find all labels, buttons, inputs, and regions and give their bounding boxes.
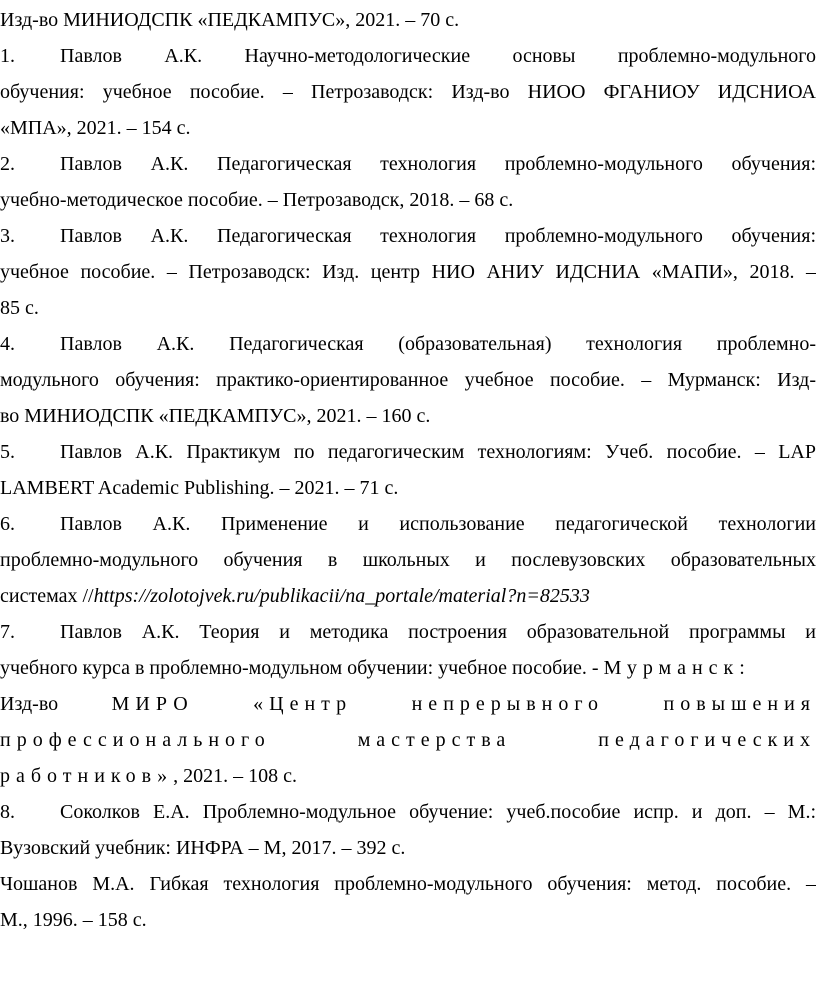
reference-number: 4. (0, 333, 15, 355)
reference-line (0, 5, 816, 35)
reference-7-line-5 (0, 761, 816, 791)
spaced-publisher-name: МИРО «Центр непрерывного повышения (111, 693, 816, 715)
reference-4-line-1 (0, 329, 816, 359)
line-text: Павлов А.К. Применение и использование педагогической технологии (60, 513, 816, 535)
line-text: Изд-во МИНИОДСПК «ПЕДКАМПУС», 2021. – 70 с. (0, 9, 460, 31)
reference-6-line-2 (0, 545, 816, 575)
reference-number: 1. (0, 45, 15, 67)
spaced-publisher-city: Мурманск: (603, 657, 751, 679)
reference-number: 3. (0, 225, 15, 247)
line-text: учебного курса в проблемно-модульном обучении: учебное пособие. - (0, 657, 604, 679)
line-text: LAMBERT Academic Publishing. – 2021. – 71 с. (0, 477, 399, 499)
reference-5-line-2 (0, 473, 816, 503)
reference-3-line-1 (0, 221, 816, 251)
reference-8-line-1 (0, 797, 816, 827)
line-text: Соколков Е.А. Проблемно-модульное обучение: учеб.пособие испр. и доп. – М.: (60, 801, 816, 823)
spaced-publisher-name-cont: профессионального мастерства педагогических (0, 729, 816, 751)
line-text: Павлов А.К. Практикум по педагогическим технологиям: Учеб. пособие. – LAP (60, 441, 816, 463)
reference-9-line-1 (0, 869, 816, 899)
reference-7-line-4 (0, 725, 816, 755)
line-text: Павлов А.К. Педагогическая технология проблемно-модульного обучения: (60, 153, 816, 175)
reference-8-line-2 (0, 833, 816, 863)
reference-number: 8. (0, 801, 15, 823)
line-text: М., 1996. – 158 с. (0, 909, 147, 931)
line-text: 85 с. (0, 297, 39, 319)
reference-number: 7. (0, 621, 15, 643)
reference-1-line-1 (0, 41, 816, 71)
reference-9-line-2 (0, 905, 816, 935)
reference-number: 5. (0, 441, 15, 463)
reference-3-line-3 (0, 293, 816, 323)
reference-7-line-1 (0, 617, 816, 647)
reference-number: 2. (0, 153, 15, 175)
reference-1-line-2 (0, 77, 816, 107)
reference-6-line-3 (0, 581, 816, 611)
line-text: Изд-во (0, 693, 112, 715)
reference-url-link[interactable]: https://zolotojvek.ru/publikacii/na_portale/material?n=82533 (93, 585, 590, 607)
reference-2-line-2 (0, 185, 816, 215)
line-text: во МИНИОДСПК «ПЕДКАМПУС», 2021. – 160 с. (0, 405, 431, 427)
reference-2-line-1 (0, 149, 816, 179)
line-text: Вузовский учебник: ИНФРА – М, 2017. – 392 с. (0, 837, 406, 859)
line-text: учебное пособие. – Петрозаводск: Изд. центр НИО АНИУ ИДСНИА «МАПИ», 2018. – (0, 261, 816, 283)
reference-7-line-2 (0, 653, 816, 683)
line-text: Павлов А.К. Педагогическая технология проблемно-модульного обучения: (60, 225, 816, 247)
line-text: Чошанов М.А. Гибкая технология проблемно-модульного обучения: метод. пособие. – (0, 873, 816, 895)
reference-4-line-2 (0, 365, 816, 395)
line-text: модульного обучения: практико-ориентированное учебное пособие. – Мурманск: Изд- (0, 369, 816, 391)
reference-5-line-1 (0, 437, 816, 467)
line-text: , 2021. – 108 с. (173, 765, 297, 787)
spaced-publisher-name-end: работников» (0, 765, 174, 787)
reference-6-line-1 (0, 509, 816, 539)
reference-number: 6. (0, 513, 15, 535)
reference-3-line-2 (0, 257, 816, 287)
line-text: учебно-методическое пособие. – Петрозаводск, 2018. – 68 с. (0, 189, 514, 211)
line-text: проблемно-модульного обучения в школьных и послевузовских образовательных (0, 549, 816, 571)
line-text: Павлов А.К. Теория и методика построения образовательной программы и (60, 621, 816, 643)
line-text: обучения: учебное пособие. – Петрозаводск: Изд-во НИОО ФГАНИОУ ИДСНИОА (0, 81, 816, 103)
line-text: Павлов А.К. Педагогическая (образовательная) технология проблемно- (60, 333, 816, 355)
reference-1-line-3 (0, 113, 816, 143)
reference-7-line-3 (0, 689, 816, 719)
line-text: «МПА», 2021. – 154 с. (0, 117, 191, 139)
line-text: Павлов А.К. Научно-методологические основы проблемно-модульного (60, 45, 816, 67)
reference-4-line-3 (0, 401, 816, 431)
line-text: системах // (0, 585, 94, 607)
